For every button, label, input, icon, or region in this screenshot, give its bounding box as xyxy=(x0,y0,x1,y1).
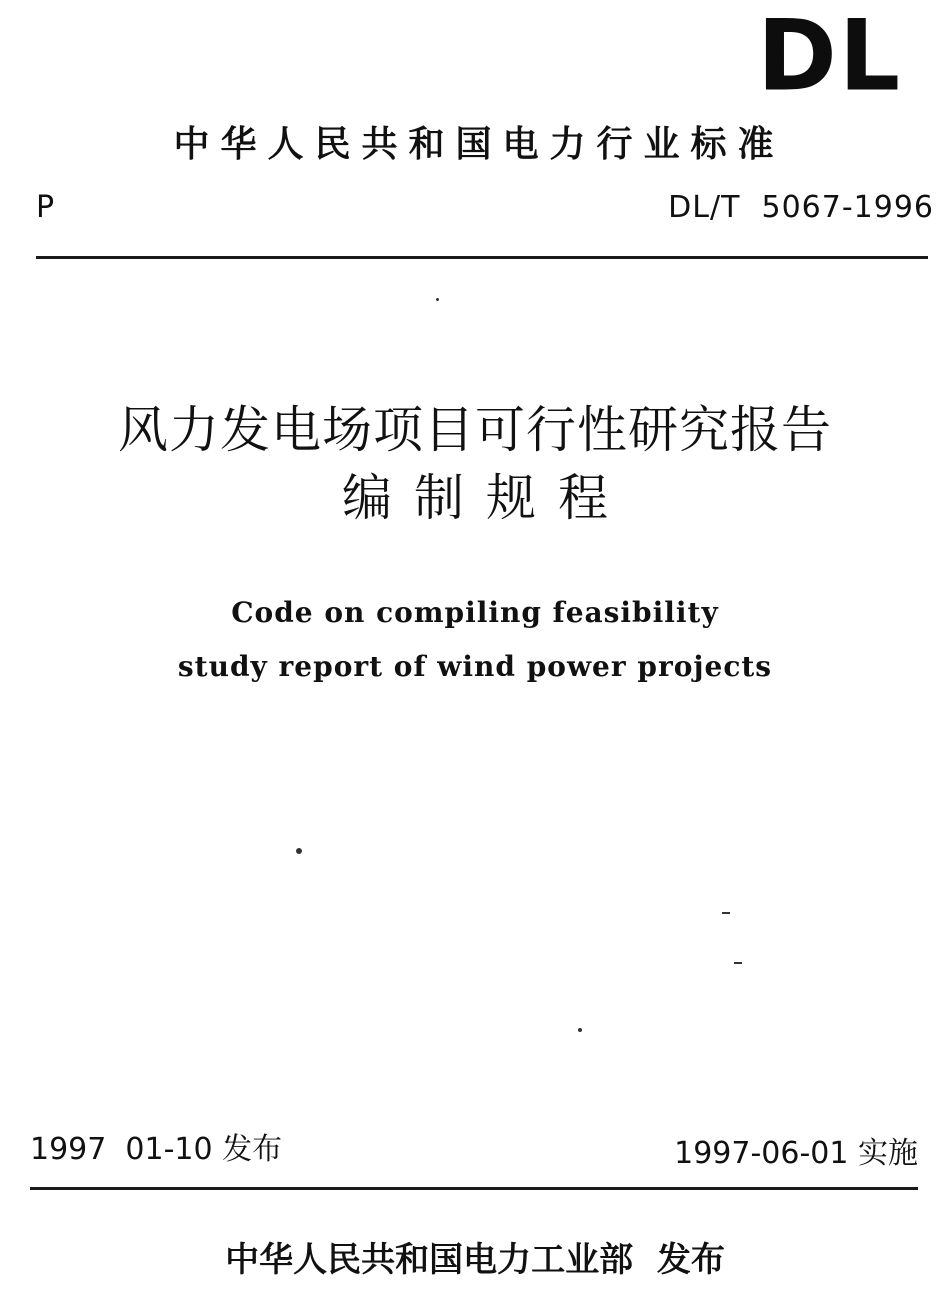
scan-speck xyxy=(734,962,742,964)
effective-date: 1997-06-01 实施 xyxy=(674,1136,918,1171)
scan-speck xyxy=(578,1028,582,1032)
category-code: P xyxy=(36,190,55,225)
title-chinese-line2: 编制规程 xyxy=(342,469,630,527)
dl-logo: DL xyxy=(757,0,902,114)
title-english-line2: study report of wind power projects xyxy=(177,650,773,683)
publisher: 中华人民共和国电力工业部 发布 xyxy=(225,1240,725,1280)
bottom-divider xyxy=(30,1187,918,1190)
scan-speck xyxy=(722,912,730,914)
scan-speck xyxy=(296,848,302,854)
title-english-line1: Code on compiling feasibility xyxy=(231,596,719,629)
top-divider xyxy=(36,256,928,259)
standard-name: 中华人民共和国电力行业标准 xyxy=(173,123,785,165)
issue-date: 1997 01-10 发布 xyxy=(30,1132,283,1167)
scan-speck xyxy=(436,298,439,301)
title-chinese-line1: 风力发电场项目可行性研究报告 xyxy=(118,401,832,459)
standard-number: DL/T 5067-1996 xyxy=(668,190,934,225)
